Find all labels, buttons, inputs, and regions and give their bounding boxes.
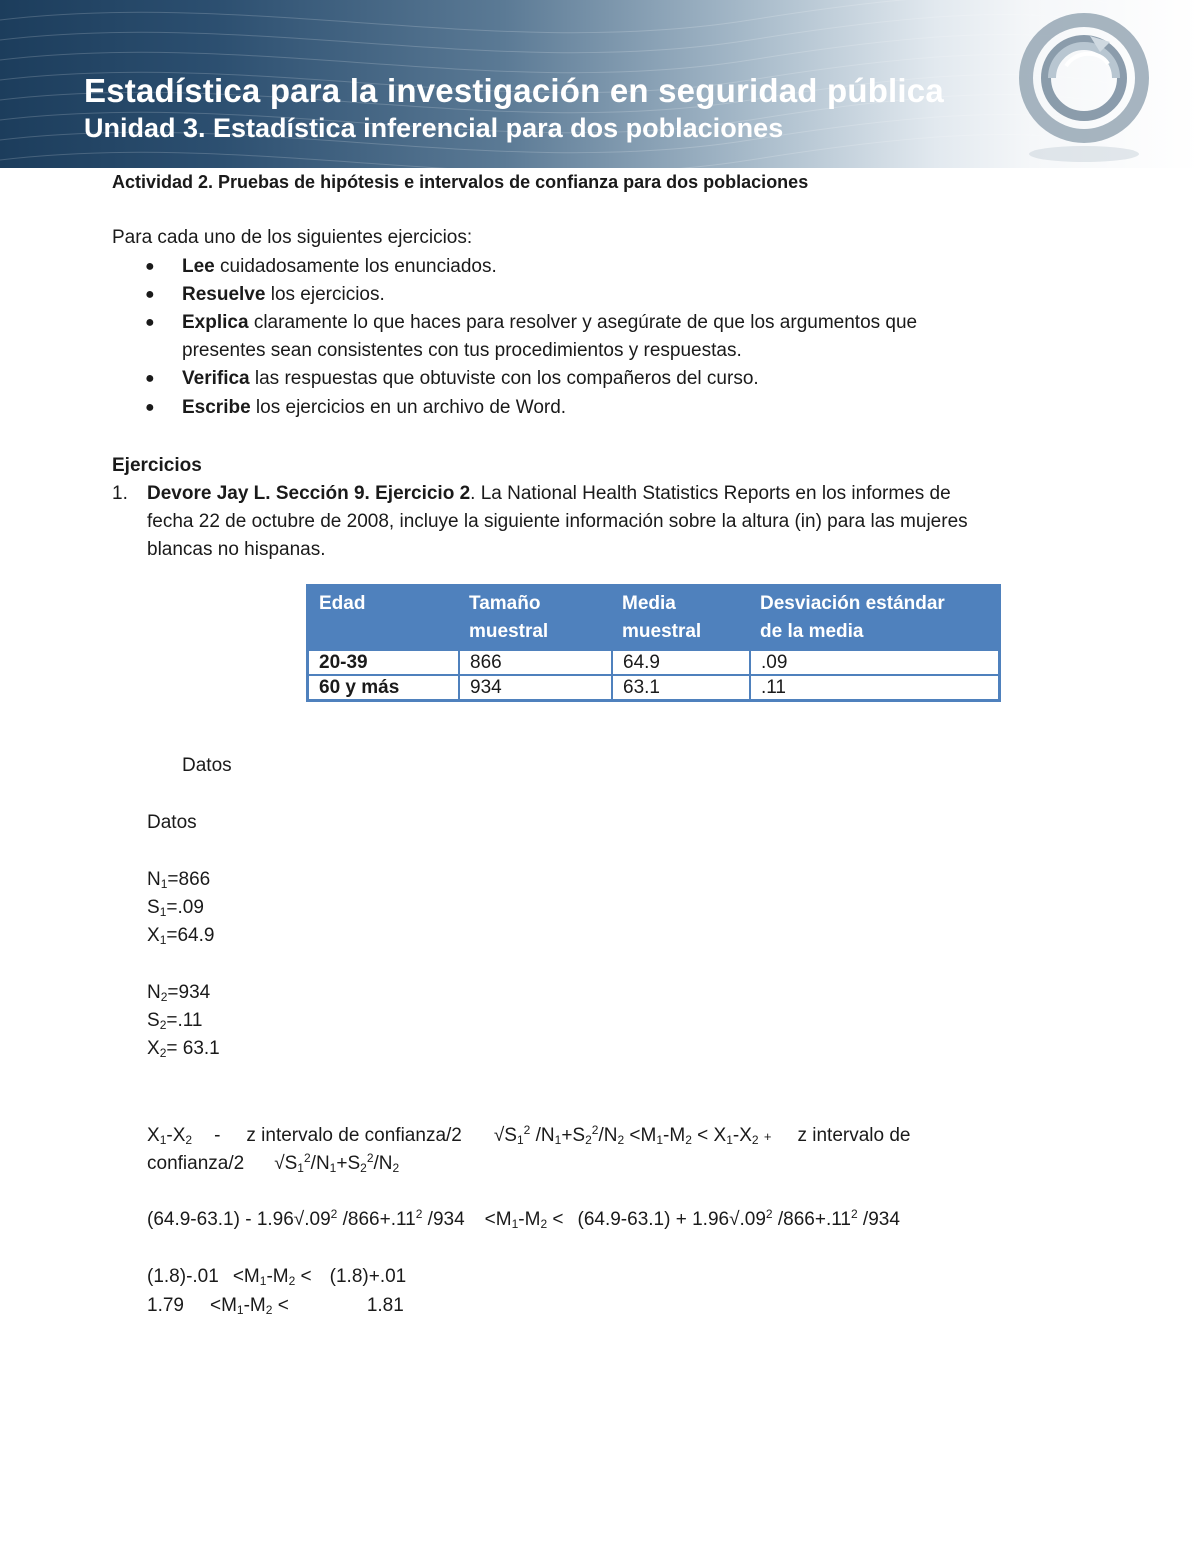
list-item: [182, 284, 385, 306]
table-cell: 934: [459, 675, 612, 701]
table-cell: .09: [750, 650, 1000, 675]
exercise-statement-line: [147, 483, 951, 505]
column-header: Desviación estándar de la media: [750, 586, 1000, 651]
bullet-icon: ●: [145, 370, 155, 387]
table-row: [308, 675, 1000, 701]
list-item-text: claramente lo que haces para resolver y asegúrate de que los argumentos que: [248, 312, 918, 333]
column-header: Tamaño muestral: [459, 586, 612, 651]
institution-logo-icon: [1012, 6, 1162, 166]
variable-s2: $S_2=.11$: [147, 1010, 203, 1032]
list-item-keyword: Escribe: [182, 397, 251, 418]
bullet-icon: ●: [145, 314, 155, 331]
exercise-statement-line: blancas no hispanas.: [147, 539, 326, 560]
variable-n1: $N_1=866$: [147, 869, 211, 891]
bullet-icon: ●: [145, 286, 155, 303]
exercise-text: . La National Health Statistics Reports en los informes de: [470, 483, 951, 504]
table-cell: 20-39: [308, 650, 460, 675]
formula-substitution: $(64.9-63.1) - 1.96√.09^2$ $/866+.11^2$ $/934 <M_1-M_2 < (64.9-63.1) + 1.96√.09^2$ $/866+.11^2$ /934: [147, 1207, 900, 1231]
table-cell: 64.9: [612, 650, 750, 675]
variable-n2: $N_2=934$: [147, 982, 211, 1004]
exercise-number: 1.: [112, 483, 128, 504]
list-item-text: los ejercicios en un archivo de Word.: [250, 397, 567, 418]
list-item-text: las respuestas que obtuviste con los compañeros del curso.: [249, 368, 759, 389]
datos-label: Datos: [182, 755, 232, 776]
list-item: [182, 312, 917, 334]
page-subtitle: Unidad 3. Estadística inferencial para dos poblaciones: [84, 113, 784, 143]
exercises-heading: Ejercicios: [112, 455, 202, 476]
list-item-text: los ejercicios.: [265, 284, 385, 305]
list-item: [182, 256, 497, 278]
header-banner: [0, 0, 1200, 168]
list-item-keyword: Explica: [182, 312, 249, 333]
exercise-reference: Devore Jay L. Sección 9. Ejercicio 2: [147, 483, 471, 504]
table-cell: 63.1: [612, 675, 750, 701]
formula-result: $(1.8)-.01 <M_1-M_2 < (1.8)+.01$: [147, 1266, 407, 1288]
formula-line: $X_1-X_2$ - z intervalo de confianza/2 $√S_1^2$ $/N_1+S_2^2/N_2 <M_1-M_2 < X_1-X_2 + z$ intervalo de: [147, 1123, 911, 1147]
formula-z-label: z intervalo de confianza/2: [246, 1125, 462, 1146]
list-item-continuation: presentes sean consistentes con tus procedimientos y respuestas.: [182, 340, 742, 361]
formula-z-label: z intervalo de: [797, 1125, 911, 1146]
variable-s1: $S_1=.09$: [147, 897, 204, 919]
data-table: [306, 584, 1001, 702]
formula-result: $1.79 <M_1-M_2 < 1.81$: [147, 1295, 404, 1317]
bullet-icon: ●: [145, 399, 155, 416]
list-item: [182, 397, 566, 419]
column-header: Edad: [308, 586, 460, 651]
list-item-keyword: Resuelve: [182, 284, 266, 305]
bullet-icon: ●: [145, 258, 155, 275]
datos-label: Datos: [147, 812, 197, 833]
variable-x2: $X_2= 63.1$: [147, 1038, 220, 1060]
table-cell: 60 y más: [308, 675, 460, 701]
list-item-text: cuidadosamente los enunciados.: [214, 256, 497, 277]
formula-line: confianza/2 $√S_1^2/N_1+S_2^2/N_2$: [147, 1151, 400, 1175]
column-header: Media muestral: [612, 586, 750, 651]
list-item: [182, 368, 759, 390]
formula-z-label: confianza/2: [147, 1153, 245, 1174]
table-cell: .11: [750, 675, 1000, 701]
table-cell: 866: [459, 650, 612, 675]
exercise-statement-line: fecha 22 de octubre de 2008, incluye la siguiente información sobre la altura (in) para las mujeres: [147, 511, 968, 532]
activity-title: Actividad 2. Pruebas de hipótesis e intervalos de confianza para dos poblaciones: [112, 172, 809, 192]
list-item-keyword: Lee: [182, 256, 215, 277]
list-item-keyword: Verifica: [182, 368, 250, 389]
variable-x1: $X_1=64.9$: [147, 925, 215, 947]
intro-text: Para cada uno de los siguientes ejercicios:: [112, 227, 473, 248]
table-row: [308, 650, 1000, 675]
page-title: Estadística para la investigación en seguridad pública: [84, 72, 944, 109]
table-header-row: [308, 586, 1000, 651]
